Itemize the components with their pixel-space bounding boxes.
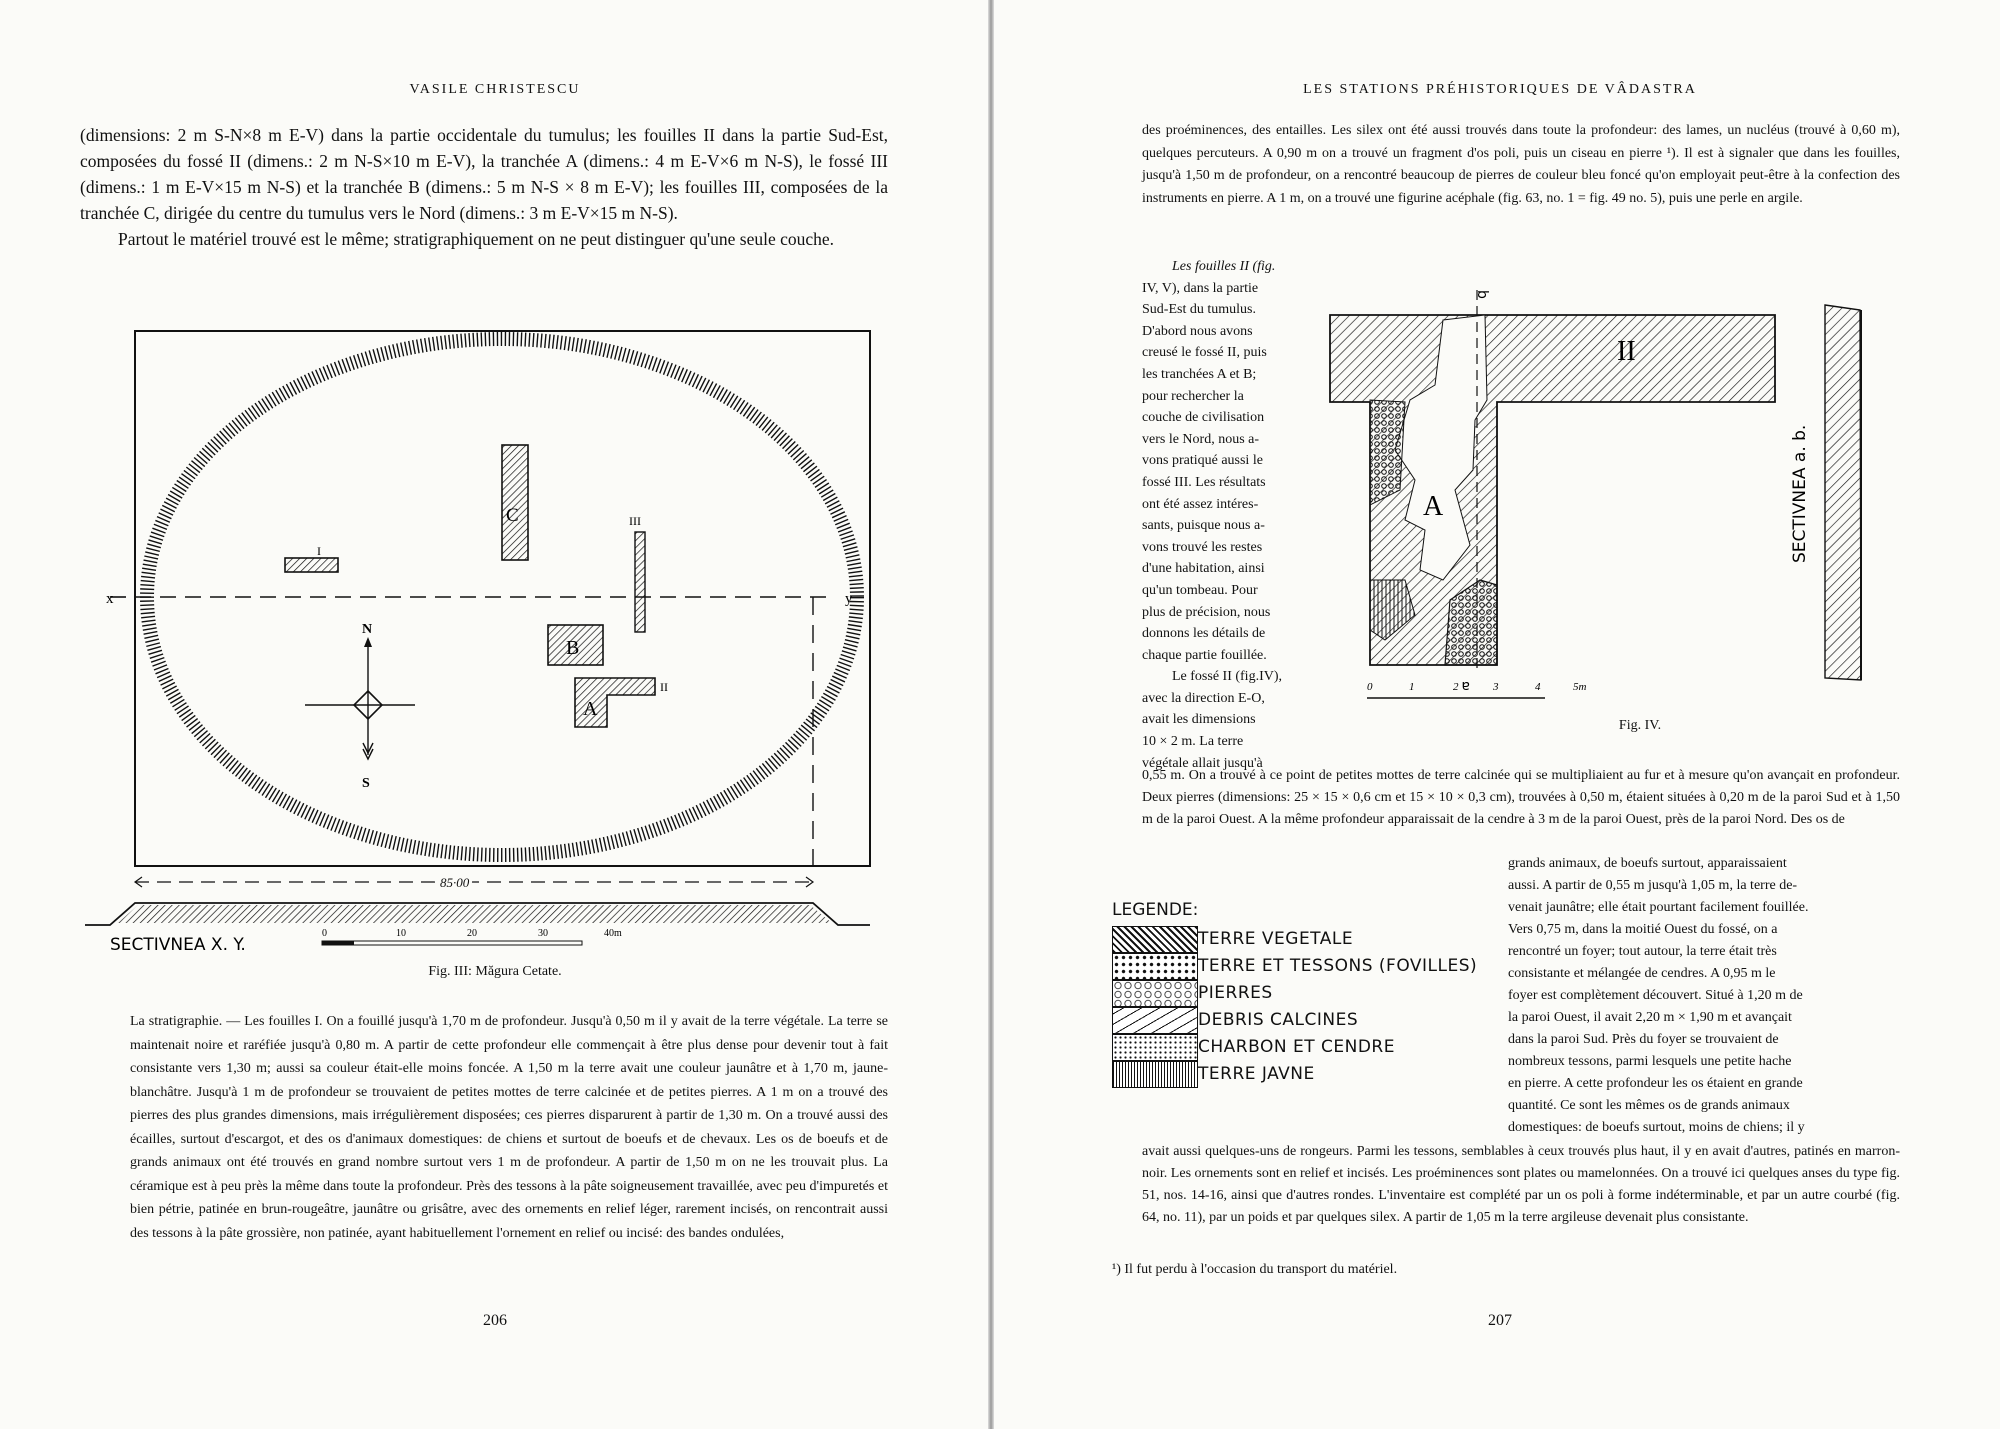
bottom-text — [1142, 1141, 1900, 1229]
label-S: S — [362, 776, 370, 791]
figure-caption: Fig. III: Măgura Cetate. — [428, 964, 562, 979]
svg-text:1: 1 — [1409, 681, 1415, 693]
label-B: B — [566, 637, 580, 659]
svg-text:2: 2 — [1453, 681, 1459, 693]
running-head: VASILE CHRISTESCU — [409, 82, 581, 97]
label-I: I — [317, 544, 321, 558]
top-text — [1142, 120, 1900, 210]
distance-label: 85·00 — [440, 875, 470, 890]
trench-I — [285, 558, 338, 572]
trench-plan-figure — [1325, 280, 1925, 700]
stratigraphy-text — [130, 1010, 888, 1245]
side-text: grands animaux, de boeufs surtout, apparaissaient aussi. A partir de 0,55 m jusqu'à 1,05 m, la terre de- venait jaunâtre; elle était pourtant facilement fouillée. Vers 0,75 m, dans la moitié Ouest du fossé, on a rencontré un foyer; tout autour, la terre était très consistante et mélangée de cendres. A 0,95 m le foyer est complètement découvert. Situé à 1,20 m de la paroi Ouest, il avait 2,20 m × 1,90 m et avançait dans la paroi Sud. Près du foyer se trouvaient de nombreux tessons, parmi lesquels une petite hache en pierre. A cette profondeur les os étaient en grande quantité. Ce sont les mêmes os de grands animaux domestiques: de boeufs surtout, moins de chiens; il y — [1508, 856, 1809, 1135]
svg-text:4: 4 — [1535, 681, 1541, 693]
label-A: A — [583, 698, 598, 720]
label-II: II — [1617, 336, 1636, 367]
label-C: C — [506, 505, 519, 526]
legend — [1112, 900, 1502, 1130]
label-x: x — [106, 591, 114, 607]
trench-C — [502, 445, 528, 560]
legend-item: CHARBON ET CENDRE — [1112, 1034, 1512, 1061]
label-III: III — [629, 514, 641, 528]
svg-text:10: 10 — [396, 928, 406, 939]
scale-bar — [322, 928, 622, 945]
legend-item: DEBRIS CALCINES — [1112, 1007, 1512, 1034]
compass-rose — [305, 622, 415, 791]
svg-text:3: 3 — [1493, 681, 1499, 693]
legend-title: LEGENDE: — [1112, 900, 1199, 920]
tumulus-plan-figure — [80, 325, 900, 965]
running-head: LES STATIONS PRÉHISTORIQUES DE VÂDASTRA — [1303, 82, 1697, 97]
legend-item: TERRE JAVNE — [1112, 1061, 1512, 1088]
section-label: SECTIVNEA X. Y. — [110, 935, 246, 955]
paragraph: des proéminences, des entailles. Les silex ont été aussi trouvés dans toute la profondeur: des lames, un nucléus (trouvé à 0,60 m), quelques percuteurs. A 0,90 m on a trouvé un fragment d'os poli, puis un ciseau en pierre ¹). Il est à signaler que dans les fouilles, jusqu'à 1,50 m de profondeur, on a rencontré beaucoup de pierres de couleur bleu foncé qu'on employait peut-être à la confection des instruments en pierre. A 1 m, on a trouvé une figurine acéphale (fig. 63, no. 1 = fig. 49 no. 5), puis une perle en argile. — [1142, 123, 1900, 206]
svg-text:5m: 5m — [1573, 681, 1587, 693]
legend-item: TERRE VEGETALE — [1112, 926, 1512, 953]
paragraph: 0,55 m. On a trouvé à ce point de petites mottes de terre calcinée qui se multipliaient au fur et à mesure qu'on avançait en profondeur. Deux pierres (dimensions: 25 × 15 × 0,6 cm et 15 × 10 × 0,3 cm), trouvées à 0,50 m, étaient situées à 0,20 m de la paroi Sud et à 1,50 m de la paroi Ouest. A la même profondeur apparaissait de la cendre à 3 m de la paroi Ouest, près de la paroi Nord. Des os de — [1142, 768, 1900, 827]
mid-text — [1142, 765, 1900, 831]
label-y: y — [845, 591, 853, 607]
section-ab — [1790, 305, 1861, 680]
paragraph: avait aussi quelques-uns de rongeurs. Parmi les tessons, semblables à ceux trouvés plus haut, il y en avait d'autres, patinés en marron-noir. Les ornements sont en relief et incisés. Les proéminences sont plates ou mamelonnées. On a trouvé ici quelques anses du type fig. 51, nos. 14-16, ainsi que d'autres rondes. L'inventaire est complété par un os poli à forme indéterminable, et par un autre courbé (fig. 64, no. 11), par un poids et par quelques silex. A partir de 1,05 m la terre argileuse devenait plus consistante. — [1142, 1144, 1900, 1225]
figure-caption: Fig. IV. — [1618, 718, 1662, 733]
page-number: 207 — [1488, 1312, 1512, 1329]
narrow-column: Les fouilles II (fig. IV, V), dans la partie Sud-Est du tumulus. D'abord nous avons creusé le fossé II, puis les tranchées A et B; pour rechercher la couche de civilisation vers le Nord, nous a- vons pratiqué aussi le fossé III. Les résultats ont été assez intéres- sants, puisque nous a- vons trouvé les restes d'une habitation, ainsi qu'un tombeau. Pour plus de précision, nous donnons les détails de chaque partie fouillée. Le fossé II (fig.IV), avec la direction E-O, avait les dimensions 10 × 2 m. La terre végétale allait jusqu'à — [1142, 259, 1283, 771]
paragraph: (dimensions: 2 m S-N×8 m E-V) dans la partie occidentale du tumulus; les fouilles II dans la partie Sud-Est, composées du fossé II (dimens.: 2 m N-S×10 m E-V), la tranchée A (dimens.: 4 m E-V×6 m N-S), le fossé III (dimens.: 1 m E-V×15 m N-S) et la tranchée B (dimens.: 5 m N-S × 8 m E-V); les fouilles III, composées de la tranchée C, dirigée du centre du tumulus vers le Nord (dimens.: 3 m E-V×15 m N-S). — [80, 125, 888, 223]
legend-item: TERRE ET TESSONS (FOVILLES) — [1112, 953, 1512, 980]
svg-text:0: 0 — [322, 928, 327, 939]
left-page — [0, 0, 990, 1429]
label-b: b — [1474, 290, 1490, 299]
paragraph: La stratigraphie. — Les fouilles I. On a fouillé jusqu'à 1,70 m de profondeur. Jusqu'à 0,50 m il y avait de la terre végétale. La terre se maintenait noire et raréfiée jusqu'à 0,80 m. A partir de cette profondeur elle commençait à être plus dense pour devenir tout à fait consistante vers 1,30 m; aussi sa couleur était-elle moins foncée. A 1,50 m la terre avait une couleur jaunâtre et à 1,70 m, jaune-blanchâtre. Jusqu'à 1 m de profondeur se trouvaient de petites mottes de terre calcinée et de petites pierres. A 1 m on a trouvé des pierres des plus grandes dimensions, mais irrégulièrement disposées; ces pierres disparurent à partir de 1,30 m. On a trouvé aussi des écailles, surtout d'escargot, et des os d'animaux domestiques: de chiens et surtout de boeufs et de chevaux. Les os de boeufs et de grands animaux ont été trouvés en grand nombre surtout vers 1 m de profondeur. A partir de 1,50 m on ne les trouvait plus. La céramique est à peu près la même dans toute la profondeur. Près des tessons à la pâte soigneusement travaillée, avec peu d'impuretés et bien pétrie, patinée en brun-rougeâtre, jaunâtre ou grisâtre, avec des ornements en relief léger, rarement incisés, on rencontrait aussi des tessons à la pâte grossière, non patinée, ayant habituellement l'ornement en relief ou incisé: des bandes ondulées, — [130, 1014, 888, 1241]
legend-item: PIERRES — [1112, 980, 1512, 1007]
trench-III — [635, 532, 645, 632]
svg-text:0: 0 — [1367, 681, 1373, 693]
plan-frame — [135, 331, 870, 866]
page-number: 206 — [483, 1312, 507, 1329]
section-label: SECTIVNEA a. b. — [1790, 424, 1810, 563]
right-page — [1000, 0, 2000, 1429]
stones-area — [1370, 400, 1405, 505]
label-A: A — [1423, 491, 1444, 522]
svg-text:40m: 40m — [604, 928, 622, 939]
scale-bar — [1367, 681, 1587, 698]
intro-text — [80, 122, 888, 252]
footnote: ¹) Il fut perdu à l'occasion du transport du matériel. — [1112, 1262, 1398, 1277]
label-II: II — [660, 680, 668, 694]
paragraph: Partout le matériel trouvé est le même; stratigraphiquement on ne peut distinguer qu'une seule couche. — [118, 229, 835, 249]
svg-text:30: 30 — [538, 928, 548, 939]
label-a: a — [1461, 678, 1470, 694]
label-N: N — [362, 622, 373, 637]
svg-text:20: 20 — [467, 928, 477, 939]
